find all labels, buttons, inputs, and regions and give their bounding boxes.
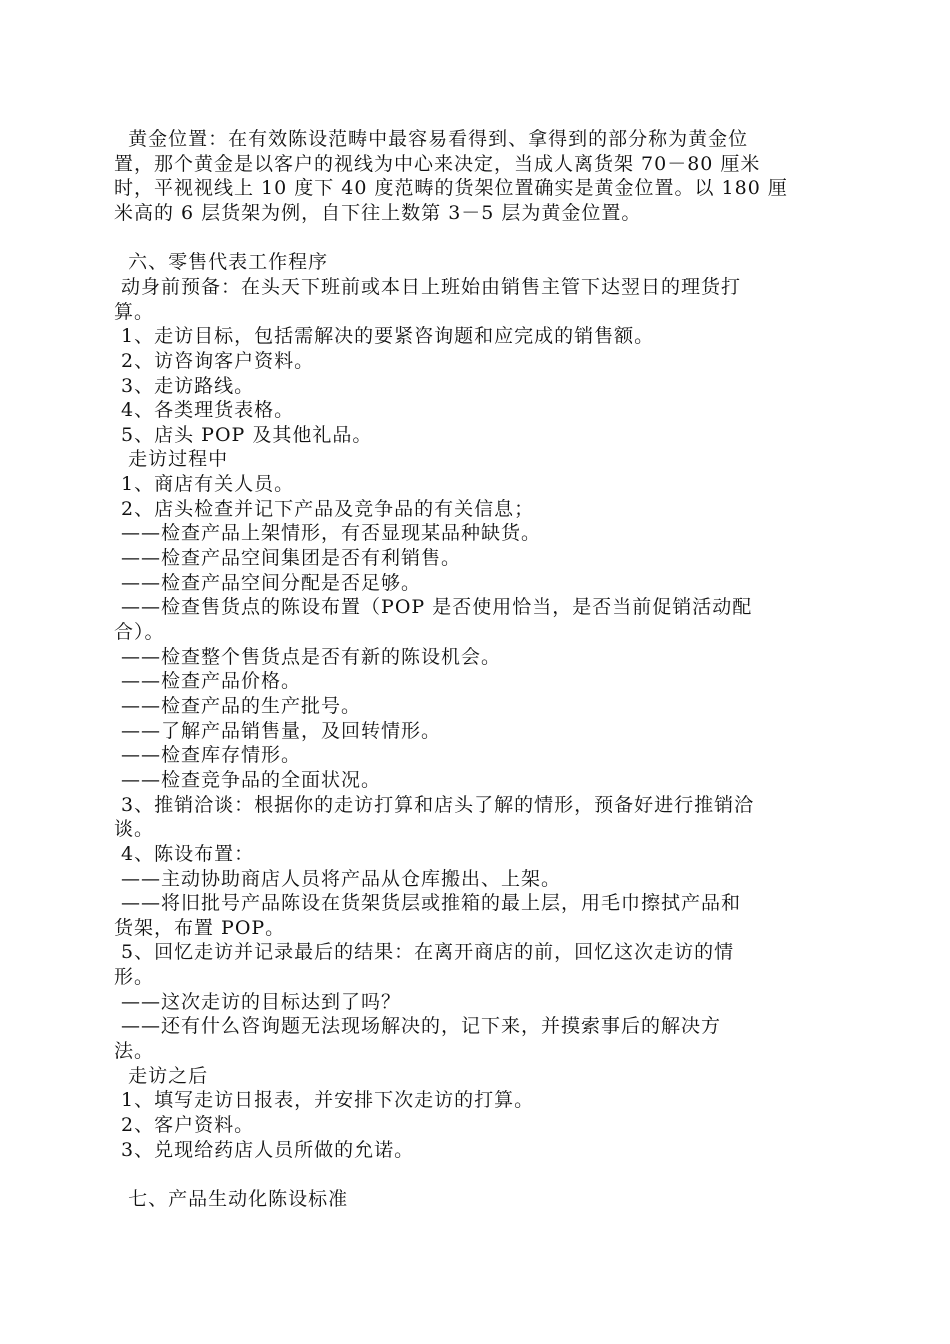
text-line: 六、零售代表工作程序: [114, 251, 329, 274]
text-line: ——检查整个售货点是否有新的陈设机会。: [114, 645, 502, 668]
text-line: ——检查库存情形。: [114, 744, 302, 767]
text-line: 置，那个黄金是以客户的视线为中心来决定，当成人离货架 70－80 厘米: [114, 152, 761, 175]
text-line: 3、兑现给药店人员所做的允诺。: [114, 1138, 415, 1161]
text-line: ——检查产品空间集团是否有利销售。: [114, 547, 462, 570]
text-line: 2、客户资料。: [114, 1114, 255, 1136]
text-line: 米高的 6 层货架为例，自下往上数第 3－5 层为黄金位置。: [114, 201, 642, 224]
text-line: 4、各类理货表格。: [114, 399, 295, 422]
text-line: 货架，布置 POP。: [114, 916, 286, 939]
text-line: 1、填写走访日报表，并安排下次走访的打算。: [114, 1089, 535, 1112]
text-line: ——这次走访的目标达到了吗？: [114, 990, 402, 1013]
text-line: ——检查产品的生产批号。: [114, 694, 362, 717]
text-line: ——了解产品销售量，及回转情形。: [114, 719, 442, 742]
text-line: 谈。: [114, 818, 155, 841]
text-line: 走访过程中: [114, 448, 229, 471]
text-line: 2、店头检查并记下产品及竞争品的有关信息；: [114, 497, 535, 520]
text-line: 3、推销洽谈：根据你的走访打算和店头了解的情形，预备好进行推销洽: [114, 793, 755, 816]
text-line: 1、走访目标，包括需解决的要紧咨询题和应完成的销售额。: [114, 325, 655, 348]
text-line: ——检查产品空间分配是否足够。: [114, 571, 422, 594]
text-line: 时，平视视线上 10 度下 40 度范畴的货架位置确实是黄金位置。以 180 厘: [114, 177, 788, 200]
text-line: 算。: [114, 300, 155, 323]
text-line: 法。: [114, 1040, 155, 1063]
text-line: ——检查竞争品的全面状况。: [114, 768, 382, 791]
text-line: ——还有什么咨询题无法现场解决的，记下来，并摸索事后的解决方: [114, 1015, 722, 1038]
text-line: 合）。: [114, 621, 165, 643]
text-line: ——将旧批号产品陈设在货架货层或推箱的最上层，用毛巾擦拭产品和: [114, 892, 742, 915]
text-line: 2、访咨询客户资料。: [114, 349, 315, 372]
text-line: ——检查产品上架情形，有否显现某品种缺货。: [114, 522, 542, 545]
text-line: 走访之后: [114, 1064, 209, 1087]
text-line: 黄金位置：在有效陈设范畴中最容易看得到、拿得到的部分称为黄金位: [114, 128, 749, 150]
text-line: 5、回忆走访并记录最后的结果：在离开商店的前，回忆这次走访的情: [114, 941, 735, 964]
text-line: ——检查售货点的陈设布置（POP 是否使用恰当，是否当前促销活动配: [114, 596, 753, 619]
text-line: 1、商店有关人员。: [114, 473, 295, 496]
text-line: 动身前预备：在头天下班前或本日上班始由销售主管下达翌日的理货打: [114, 275, 742, 298]
text-line: 七、产品生动化陈设标准: [114, 1187, 349, 1210]
text-line: ——检查产品价格。: [114, 670, 302, 693]
text-line: 形。: [114, 966, 155, 989]
text-line: 3、走访路线。: [114, 374, 255, 397]
text-line: ——主动协助商店人员将产品从仓库搬出、上架。: [114, 867, 562, 890]
text-line: 5、店头 POP 及其他礼品。: [114, 423, 373, 446]
text-line: 4、陈设布置：: [114, 842, 255, 865]
